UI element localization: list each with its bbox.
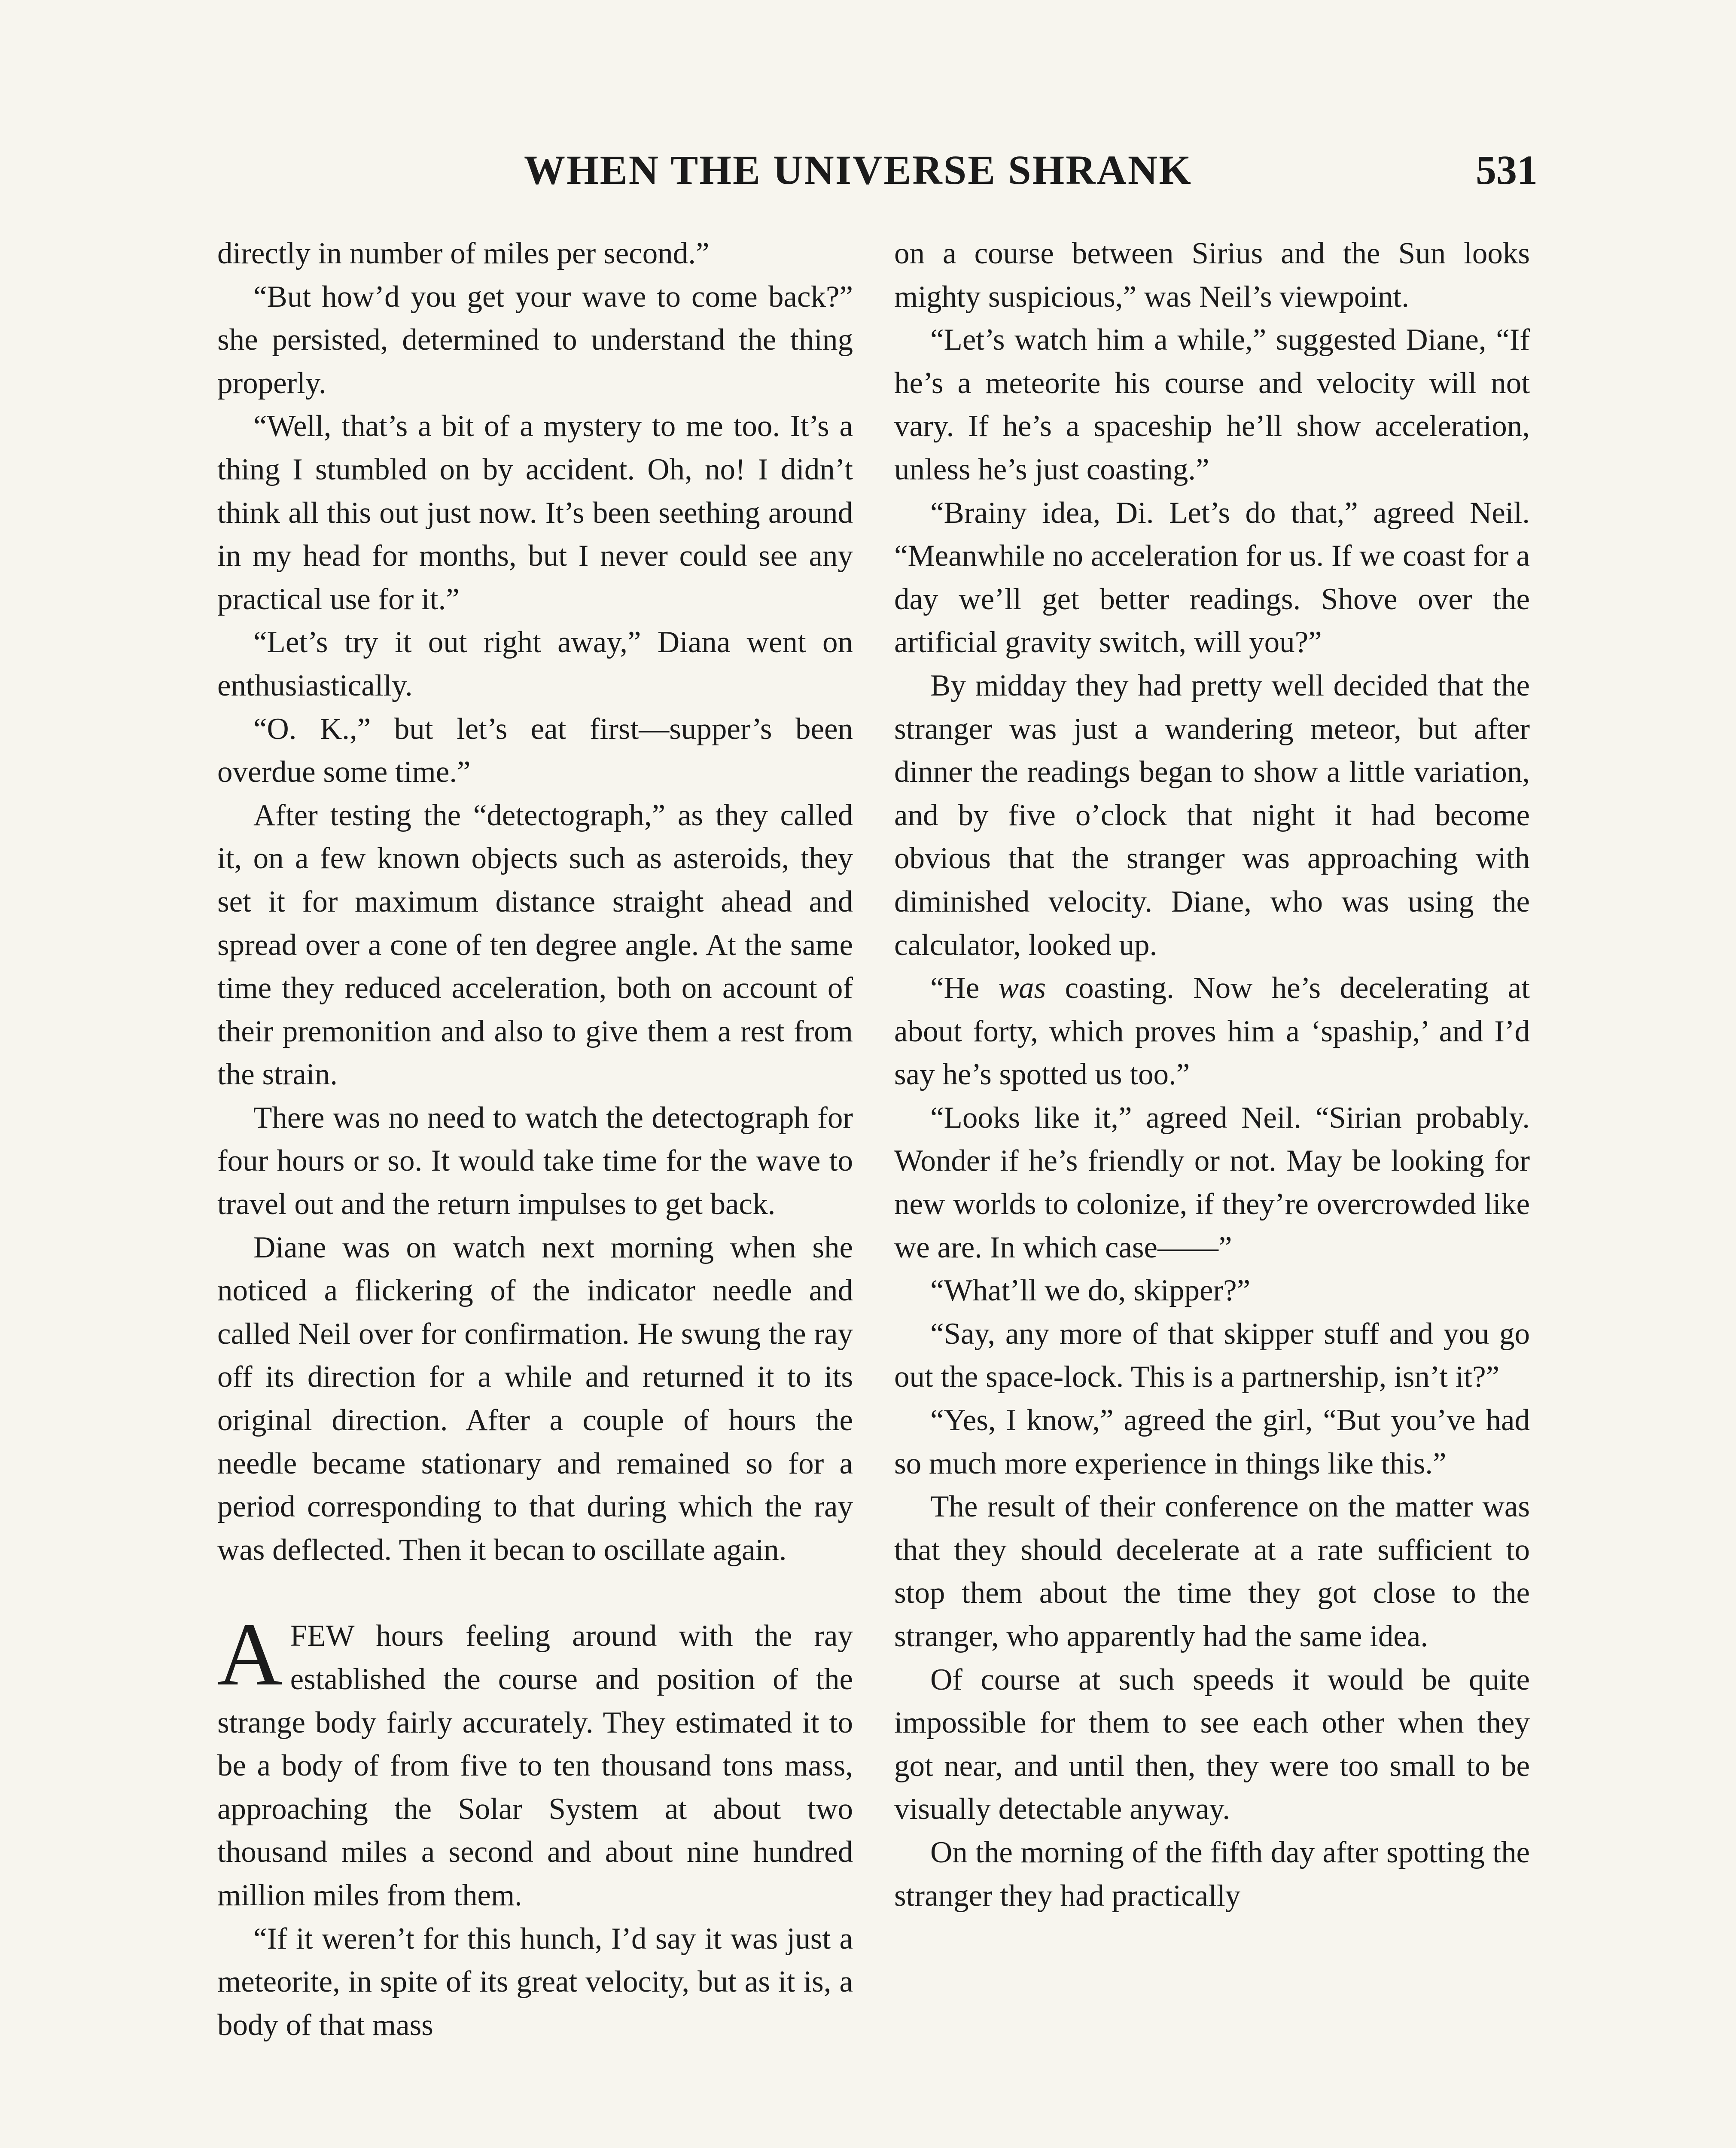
paragraph: “If it weren’t for this hunch, I’d say it was just a meteorite, in spite of its great velocity, but as it is, a body of that mass bbox=[217, 1922, 853, 2042]
paragraph: On the morning of the fifth day after spotting the stranger they had practically bbox=[894, 1835, 1530, 1913]
paragraph: Of course at such speeds it would be quite impossible for them to see each other when they got near, and until then, they were too small to be visually detectable anyway. bbox=[894, 1663, 1530, 1826]
paragraph-text: coasting. Now he’s decelerating at about forty, which proves him a ‘spaship,’ and I’d say he’s spotted us too.” bbox=[894, 971, 1530, 1092]
paragraph: After testing the “detectograph,” as they called it, on a few known objects such as asteroids, they set it for maximum distance straight ahead and spread over a cone of ten degree angle. At the same time they reduced acceleration, both on account of their premonition and also to give them a rest from the strain. bbox=[217, 798, 853, 1092]
emphasis-text: was bbox=[998, 971, 1046, 1005]
paragraph: “Yes, I know,” agreed the girl, “But you’ve had so much more experience in things like this.” bbox=[894, 1404, 1530, 1480]
running-title: WHEN THE UNIVERSE SHRANK bbox=[524, 147, 1192, 193]
page-header bbox=[215, 146, 1538, 206]
paragraph: on a course between Sirius and the Sun looks mighty suspicious,” was Neil’s viewpoint. bbox=[894, 237, 1530, 314]
paragraph: “Brainy idea, Di. Let’s do that,” agreed Neil. “Meanwhile no acceleration for us. If we coast for a day we’ll get better readings. Shove over the artificial gravity switch, will you?” bbox=[894, 496, 1530, 659]
paragraph: directly in number of miles per second.” bbox=[217, 237, 710, 270]
paragraph: “Well, that’s a bit of a mystery to me too. It’s a thing I stumbled on by accident. Oh, no! I didn’t think all this out just now. It’s been seething around in my head for months, but I never could see any practical use for it.” bbox=[217, 409, 853, 616]
paragraph: There was no need to watch the detectograph for four hours or so. It would take time for the wave to travel out and the return impulses to get back. bbox=[217, 1101, 853, 1221]
paragraph: “Let’s try it out right away,” Diana went on enthusiastically. bbox=[217, 625, 853, 702]
paragraph: “Let’s watch him a while,” suggested Diane, “If he’s a meteorite his course and velocity will not vary. If he’s a spaceship he’ll show acceleration, unless he’s just coasting.” bbox=[894, 323, 1530, 486]
paragraph: “But how’d you get your wave to come back?” she persisted, determined to understand the thing properly. bbox=[217, 280, 853, 400]
paragraph bbox=[894, 967, 1530, 1096]
page-number: 531 bbox=[1476, 147, 1538, 193]
section-start-paragraph bbox=[217, 1605, 853, 1917]
paragraph: The result of their conference on the matter was that they should decelerate at a rate sufficient to stop them about the time they got close to the stranger, who apparently had the same idea. bbox=[894, 1490, 1530, 1653]
left-column bbox=[217, 232, 853, 2047]
paragraph: By midday they had pretty well decided that the stranger was just a wandering meteor, but after dinner the readings began to show a little variation, and by five o’clock that night it had become obvious that the stranger was approaching with diminished velocity. Diane, who was using the calculator, looked up. bbox=[894, 668, 1530, 962]
paragraph: “O. K.,” but let’s eat first—supper’s been overdue some time.” bbox=[217, 712, 853, 789]
paragraph: “What’ll we do, skipper?” bbox=[930, 1274, 1251, 1308]
paragraph: “Say, any more of that skipper stuff and you go out the space-lock. This is a partnership, isn’t it?” bbox=[894, 1317, 1530, 1394]
paragraph: “Looks like it,” agreed Neil. “Sirian probably. Wonder if he’s friendly or not. May be looking for new worlds to colonize, if they’re overcrowded like we are. In which case——” bbox=[894, 1101, 1530, 1264]
paragraph-text: FEW hours feeling around with the ray established the course and position of the strange body fairly accurately. They estimated it to be a body of from five to ten thousand tons mass, approaching the Solar System at about two thousand miles a second and about nine hundred million miles from them. bbox=[217, 1619, 853, 1912]
drop-cap: A bbox=[217, 1605, 283, 1705]
paragraph: Diane was on watch next morning when she noticed a flickering of the indicator needle and called Neil over for confirmation. He swung the ray off its direction for a while and returned it to its original direction. After a couple of hours the needle became stationary and remained so for a period corresponding to that during which the ray was deflected. Then it becan to oscillate again. bbox=[217, 1230, 853, 1567]
paragraph-text: “He bbox=[930, 971, 999, 1005]
right-column bbox=[894, 232, 1530, 1917]
